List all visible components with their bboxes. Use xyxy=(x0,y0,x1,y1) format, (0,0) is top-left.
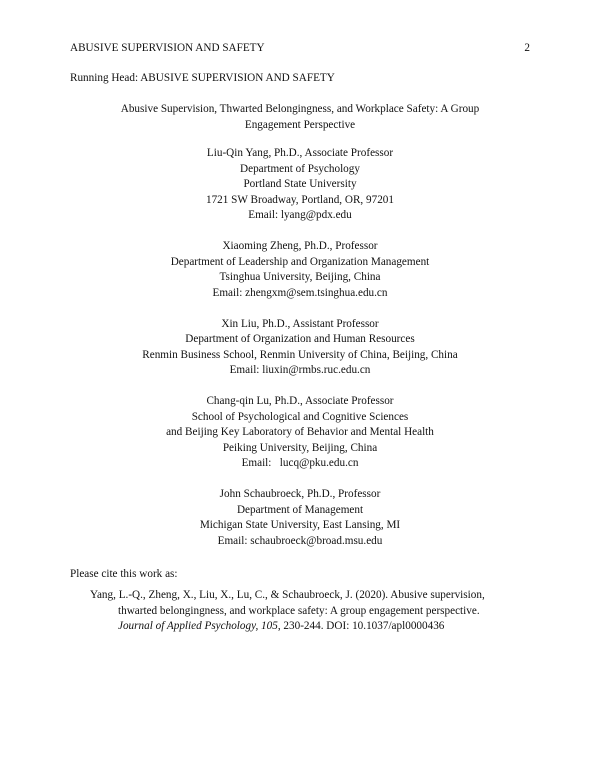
author-laboratory: and Beijing Key Laboratory of Behavior and Mental Health xyxy=(166,426,434,438)
author-institution: Portland State University xyxy=(243,178,357,190)
author-list xyxy=(60,146,540,565)
author-department: School of Psychological and Cognitive Sciences xyxy=(191,410,409,423)
author-department: Department of Organization and Human Resources xyxy=(185,333,415,345)
author-email: Email: liuxin@rmbs.ruc.edu.cn xyxy=(229,364,371,376)
page-number: 2 xyxy=(524,42,530,54)
author-institution: Tsinghua University, Beijing, China xyxy=(219,271,381,283)
author-department: Department of Psychology xyxy=(240,162,360,175)
citation-line-1: Yang, L.-Q., Zheng, X., Liu, X., Lu, C., & Schaubroeck, J. (2020). Abusive supervision, xyxy=(90,589,485,601)
author-name: Liu-Qin Yang, Ph.D., Associate Professor xyxy=(206,147,394,159)
author-email: Email: lucq@pku.edu.cn xyxy=(241,457,359,469)
author-block-schaubroeck xyxy=(60,487,540,549)
citation-journal: Journal of Applied Psychology, xyxy=(118,620,262,632)
citation-pages-doi: , 230-244. DOI: 10.1037/apl0000436 xyxy=(277,620,445,632)
author-name: Xiaoming Zheng, Ph.D., Professor xyxy=(222,240,378,252)
running-header: ABUSIVE SUPERVISION AND SAFETY xyxy=(70,42,265,54)
citation-volume: 105 xyxy=(261,620,278,632)
author-institution: Renmin Business School, Renmin University of China, Beijing, China xyxy=(142,348,458,361)
author-institution: Michigan State University, East Lansing, MI xyxy=(199,519,401,531)
author-address: 1721 SW Broadway, Portland, OR, 97201 xyxy=(205,193,394,206)
citation-reference xyxy=(90,588,540,635)
paper-title xyxy=(100,102,500,133)
author-block-liu xyxy=(60,317,540,379)
author-block-lu xyxy=(60,394,540,472)
author-name: John Schaubroeck, Ph.D., Professor xyxy=(219,488,381,500)
author-block-zheng xyxy=(60,239,540,301)
author-department: Department of Management xyxy=(236,503,364,516)
author-email: Email: lyang@pdx.edu xyxy=(248,209,352,221)
author-email: Email: schaubroeck@broad.msu.edu xyxy=(217,534,383,547)
running-head-line: Running Head: ABUSIVE SUPERVISION AND SAFETY xyxy=(70,72,335,84)
author-name: Chang-qin Lu, Ph.D., Associate Professor xyxy=(206,395,394,407)
author-name: Xin Liu, Ph.D., Assistant Professor xyxy=(221,317,379,330)
title-line-1: Abusive Supervision, Thwarted Belongingness, and Workplace Safety: A Group xyxy=(120,103,480,115)
cite-intro: Please cite this work as: xyxy=(70,568,178,580)
citation-line-3 xyxy=(90,619,540,635)
author-institution: Peiking University, Beijing, China xyxy=(222,441,378,454)
author-email: Email: zhengxm@sem.tsinghua.edu.cn xyxy=(212,286,388,299)
citation-line-2: thwarted belongingness, and workplace safety: A group engagement perspective. xyxy=(118,604,480,617)
author-department: Department of Leadership and Organization Management xyxy=(170,255,430,268)
title-line-2: Engagement Perspective xyxy=(244,118,356,131)
author-block-yang xyxy=(60,146,540,224)
